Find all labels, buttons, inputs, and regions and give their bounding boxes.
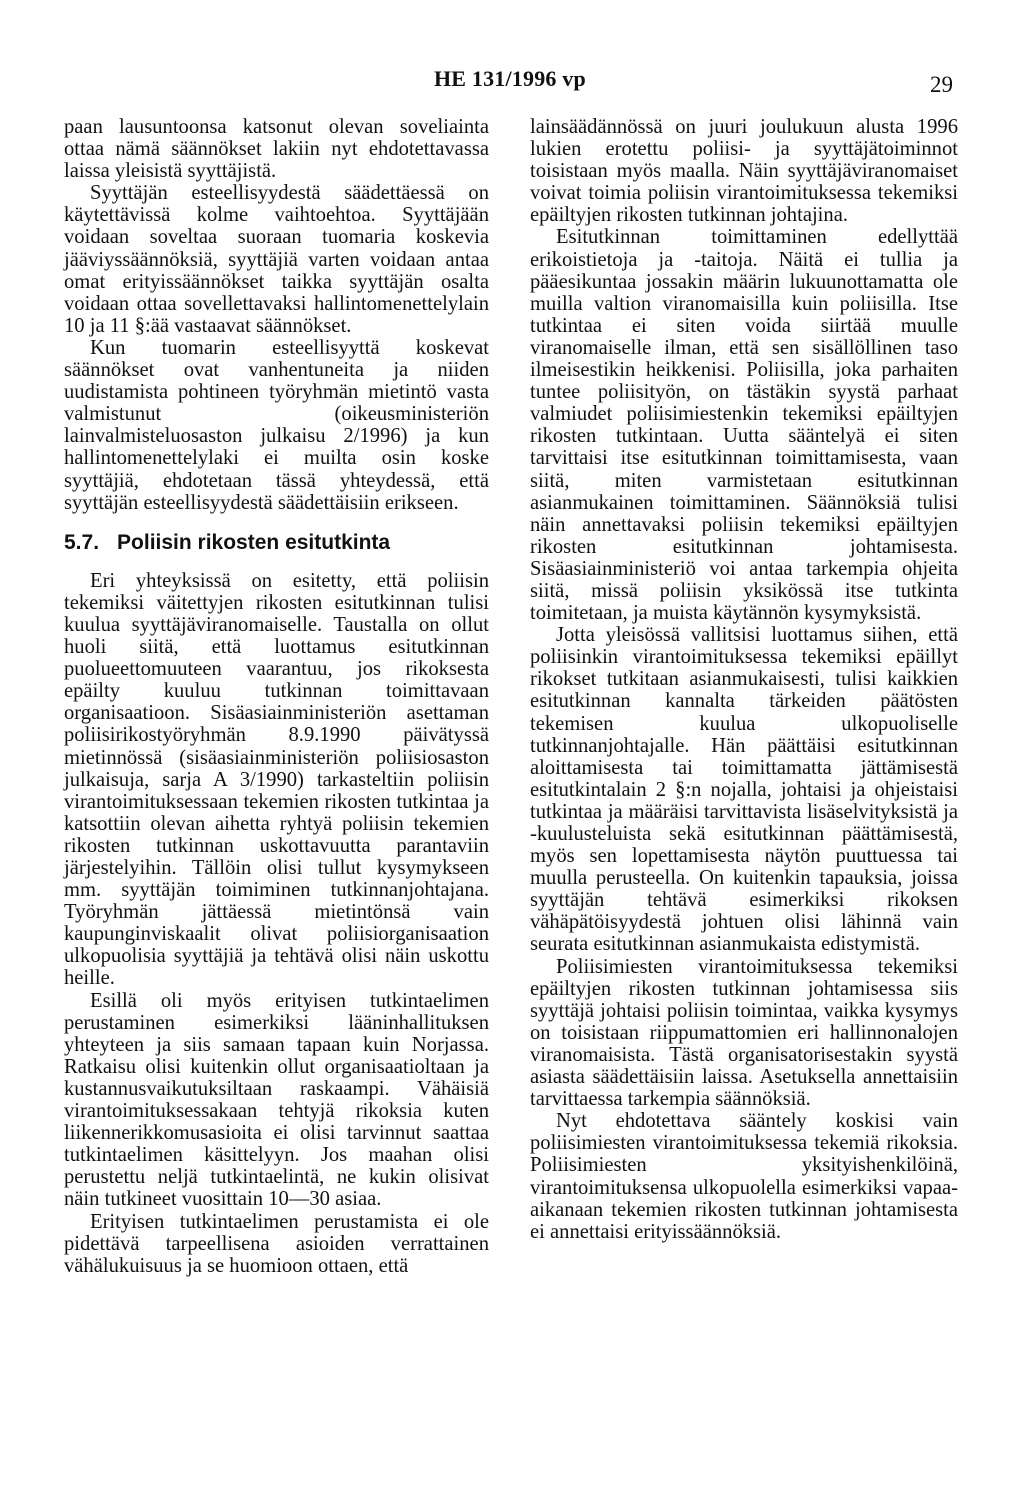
paragraph: lainsäädännössä on juuri joulukuun alusta 1996 lukien erotettu poliisi- ja syyttäjätoiminnot toisistaan myös maalla. Näin syyttäjäviranomaiset voivat toimia poliisin virantoimituksessa tekemiksi epäiltyjen rikosten tutkinnan johtajina. — [530, 116, 958, 227]
paragraph: Nyt ehdotettava sääntely koskisi vain poliisimiesten virantoimituksessa tekemiä rikoksia. Poliisimiesten yksityishenkilöinä, virantoimituksensa ulkopuolella esimerkiksi vapaa-aikanaan tekemien rikosten tutkinnan johtamisesta ei annettaisi erityissäännöksiä. — [530, 1110, 958, 1243]
paragraph: Kun tuomarin esteellisyyttä koskevat säännökset ovat vanhentuneita ja niiden uudistamista pohtineen työryhmän mietintö vasta valmistunut (oikeusministeriön lainvalmisteluosaston julkaisu 2/1996) ja kun hallintomenettelylaki ei muilta osin koske syyttäjiä, ehdotetaan tässä yhteydessä, että syyttäjän esteellisyydestä säädettäisiin erikseen. — [64, 336, 489, 514]
section-title: Poliisin rikosten esitutkinta — [117, 530, 391, 554]
section-heading — [64, 532, 489, 554]
section-number: 5.7. — [64, 530, 100, 554]
paragraph: Poliisimiesten virantoimituksessa tekemiksi epäiltyjen rikosten tutkinnan johtamisessa siis syyttäjä johtaisi poliisin toimintaa, vaikka kysymys on toisistaan riippumattomien eri hallinnonalojen viranomaisista. Tästä organisatorisestakin syystä asiasta säädettäisiin laissa. Asetuksella annettaisiin tarvittaessa tarkempia säännöksiä. — [530, 955, 958, 1111]
paragraph: Esitutkinnan toimittaminen edellyttää erikoistietoja ja -taitoja. Näitä ei tullia ja pääesikuntaa jossakin määrin lukuunottamatta ole muilla valtion viranomaisilla kuin poliisilla. Itse tutkintaa ei siten voida siirtää muulle viranomaiselle ilman, että sen sisällöllinen taso ilmeisestikin heikkenisi. Poliisilla, joka parhaiten tuntee poliisityön, on tästäkin syystä parhaat valmiudet poliisimiestenkin tekemiksi epäiltyjen rikosten tutkintaan. Uutta sääntelyä ei siten tarvittaisi itse esitutkinnan toimittamisesta, vaan siitä, miten varmistetaan esitutkinnan asianmukainen toimittaminen. Säännöksiä tulisi näin annettavaksi poliisin tekemiksi epäiltyjen rikosten esitutkinnan johtamisesta. Sisäasiainministeriö voi antaa tarkempia ohjeita siitä, missä poliisin yksikössä itse tutkinta toimitetaan, ja muista käytännön kysymyksistä. — [530, 226, 958, 625]
document-title: HE 131/1996 vp — [434, 66, 586, 91]
page-number: 29 — [930, 72, 953, 97]
left-column — [64, 116, 489, 1277]
paragraph: Syyttäjän esteellisyydestä säädettäessä on käytettävissä kolme vaihtoehtoa. Syyttäjään voidaan soveltaa suoraan tuomaria koskevia jääviyssäännöksiä, syyttäjiä varten voidaan antaa omat erityissäännökset taikka syyttäjän osalta voidaan ottaa sovellettavaksi hallintomenettelylain 10 ja 11 §:ää vastaavat säännökset. — [64, 182, 489, 337]
page-header — [0, 62, 1024, 102]
paragraph: Esillä oli myös erityisen tutkintaelimen perustaminen esimerkiksi lääninhallituksen yhteyteen ja siis samaan tapaan kuin Norjassa. Ratkaisu olisi kuitenkin ollut organisaatioltaan ja kustannusvaikutuksiltaan raskaampi. Vähäisiä virantoimituksessakaan tehtyjä rikoksia kuten liikennerikkomusasioita ei olisi tarvinnut saattaa tutkintaelimen käsittelyyn. Jos maahan olisi perustettu neljä tutkintaelintä, ne kukin olisivat näin tutkineet vuosittain 10—30 asiaa. — [64, 989, 489, 1211]
paragraph: paan lausuntoonsa katsonut olevan soveliainta ottaa nämä säännökset lakiin nyt ehdotettavassa laissa yleisistä syyttäjistä. — [64, 116, 489, 183]
paragraph: Eri yhteyksissä on esitetty, että poliisin tekemiksi väitettyjen rikosten esitutkinnan tulisi kuulua syyttäjäviranomaiselle. Taustalla on ollut huoli siitä, että luottamus esitutkinnan puolueettomuuteen vaarantuu, jos rikoksesta epäilty kuuluu tutkinnan toimittavaan organisaatioon. Sisäasiainministeriön asettaman poliisirikostyöryhmän 8.9.1990 päivätyssä mietinnössä (sisäasiainministeriön poliisiosaston julkaisuja, sarja A 3/1990) tarkasteltiin poliisin virantoimituksessaan tekemien rikosten tutkintaa ja katsottiin olevan aihetta ryhtyä poliisin tekemien rikosten tutkinnan uskottavuutta parantaviin järjestelyihin. Tällöin olisi tullut kysymykseen mm. syyttäjän toimiminen tutkinnanjohtajana. Työryhmän jättäessä mietintönsä vain kaupunginviskaalit olivat poliisiorganisaation ulkopuolisia syyttäjiä ja tehtävä olisi näin uskottu heille. — [64, 569, 489, 990]
paragraph: Erityisen tutkintaelimen perustamista ei ole pidettävä tarpeellisena asioiden verrattainen vähälukuisuus ja se huomioon ottaen, että — [64, 1210, 489, 1277]
right-column — [530, 116, 958, 1243]
paragraph: Jotta yleisössä vallitsisi luottamus siihen, että poliisinkin virantoimituksessa tekemiksi epäillyt rikokset tutkitaan asianmukaisesti, tulisi kaikkien esitutkinnan kannalta tärkeiden päätösten tekemisen kuulua ulkopuoliselle tutkinnanjohtajalle. Hän päättäisi esitutkinnan aloittamisesta tai toimittamatta jättämisestä esitutkintalain 2 §:n nojalla, johtaisi ja ohjeistaisi tutkintaa ja määräisi tarvittavista lisäselvityksistä ja -kuulusteluista sekä esitutkinnan päättämisestä, myös sen lopettamisesta näytön puuttuessa tai muulla perusteella. On kuitenkin tapauksia, joissa syyttäjän tehtävä esimerkiksi rikoksen vähäpätöisyydestä johtuen olisi lähinnä vain seurata esitutkinnan asianmukaista edistymistä. — [530, 624, 958, 956]
